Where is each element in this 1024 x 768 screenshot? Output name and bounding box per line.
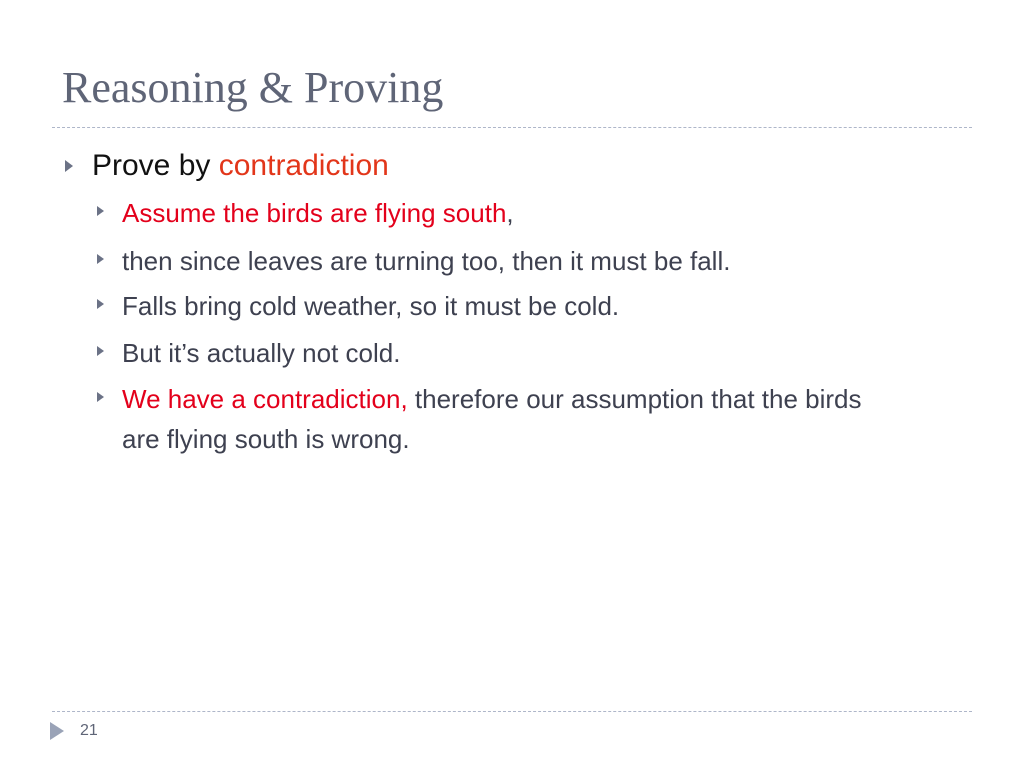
sub-bullet-4: [97, 333, 917, 373]
bullet-triangle-icon: [97, 392, 104, 402]
main-bullet: [65, 149, 389, 183]
sub-bullet-emphasis: Assume the birds are flying south: [122, 198, 507, 228]
page-number: 21: [80, 722, 98, 739]
main-bullet-highlight: contradiction: [218, 149, 389, 182]
sub-bullet-text: [122, 193, 514, 233]
sub-bullet-3: [97, 286, 917, 326]
footer-triangle-icon: [50, 722, 64, 740]
sub-bullet-text: then since leaves are turning too, then it must be fall.: [122, 246, 731, 276]
bullet-triangle-icon: [97, 206, 104, 216]
bullet-triangle-icon: [97, 299, 104, 309]
sub-bullet-text: But it’s actually not cold.: [122, 338, 401, 368]
sub-bullet-1: [97, 193, 917, 233]
bullet-triangle-icon: [97, 346, 104, 356]
bullet-triangle-icon: [97, 254, 104, 264]
sub-bullet-rest: ,: [506, 198, 514, 228]
sub-bullet-5: [97, 379, 897, 459]
sub-bullet-emphasis: We have a contradiction,: [122, 384, 408, 414]
main-bullet-text: [92, 149, 389, 183]
title-divider: [52, 127, 972, 128]
bullet-triangle-icon: [65, 160, 73, 172]
sub-bullet-text: Falls bring cold weather, so it must be cold.: [122, 291, 620, 321]
main-bullet-lead: Prove by: [92, 149, 219, 182]
footer-divider: [52, 711, 972, 712]
sub-bullet-rest: therefore our assumption that the birds are flying south is wrong.: [122, 384, 862, 454]
sub-bullet-2: [97, 241, 917, 281]
slide-title: Reasoning & Proving: [62, 63, 444, 112]
sub-bullet-text: [122, 379, 897, 459]
